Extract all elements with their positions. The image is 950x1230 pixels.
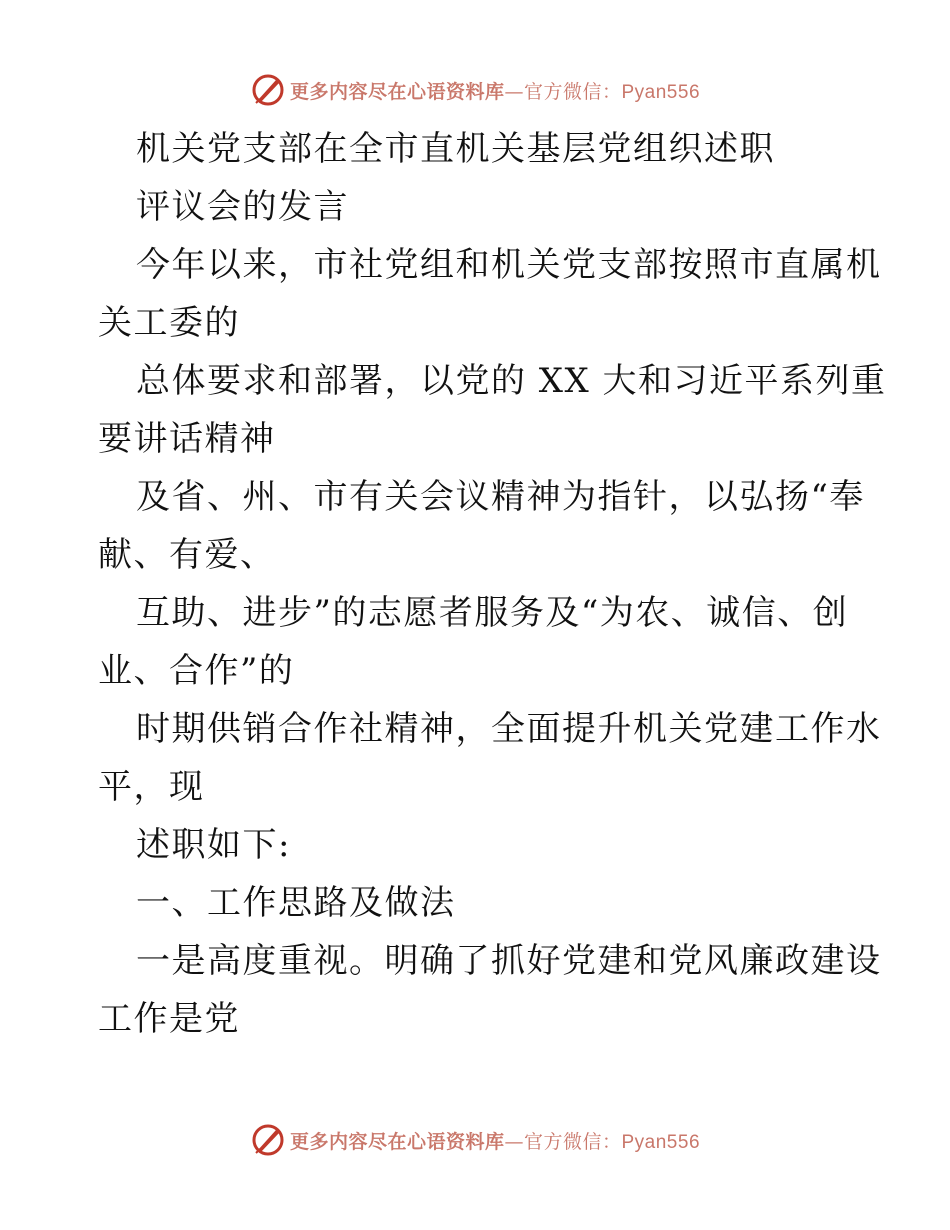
- watermark-text: [290, 1127, 700, 1154]
- text-line: 总体要求和部署，以党的 XX 大和习近平系列重: [136, 361, 887, 401]
- watermark-text: [290, 77, 700, 104]
- text-line: 平，现: [98, 767, 205, 807]
- watermark-separator: —: [504, 1130, 524, 1153]
- watermark-brand: 更多内容尽在心语资料库: [289, 80, 505, 103]
- watermark-brand: 更多内容尽在心语资料库: [289, 1130, 505, 1153]
- watermark-contact: 官方微信：Pyan556: [524, 1131, 701, 1153]
- watermark-contact: 官方微信：Pyan556: [524, 81, 701, 103]
- header-watermark: [0, 68, 950, 112]
- text-line: 业、合作”的: [98, 651, 295, 691]
- text-line: 时期供销合作社精神，全面提升机关党建工作水: [136, 709, 882, 749]
- text-line: 机关党支部在全市直机关基层党组织述职: [136, 129, 775, 169]
- text-line: 一、工作思路及做法: [136, 883, 456, 923]
- text-line: 工作是党: [98, 999, 240, 1039]
- text-line: 述职如下:: [136, 825, 291, 865]
- text-line: 关工委的: [98, 303, 240, 343]
- quill-logo-icon: [250, 1122, 286, 1158]
- watermark-separator: —: [504, 80, 524, 103]
- footer-watermark: [0, 1118, 950, 1162]
- document-body: [98, 120, 887, 1048]
- text-line: 献、有爱、: [98, 535, 276, 575]
- text-line: 要讲话精神: [98, 419, 276, 459]
- text-line: 评议会的发言: [136, 187, 349, 227]
- text-line: 互助、进步”的志愿者服务及“为农、诚信、创: [136, 593, 849, 633]
- text-line: 今年以来，市社党组和机关党支部按照市直属机: [136, 245, 882, 285]
- quill-logo-icon: [250, 72, 286, 108]
- text-line: 及省、州、市有关会议精神为指针，以弘扬“奉: [136, 477, 865, 517]
- text-line: 一是高度重视。明确了抓好党建和党风廉政建设: [136, 941, 882, 981]
